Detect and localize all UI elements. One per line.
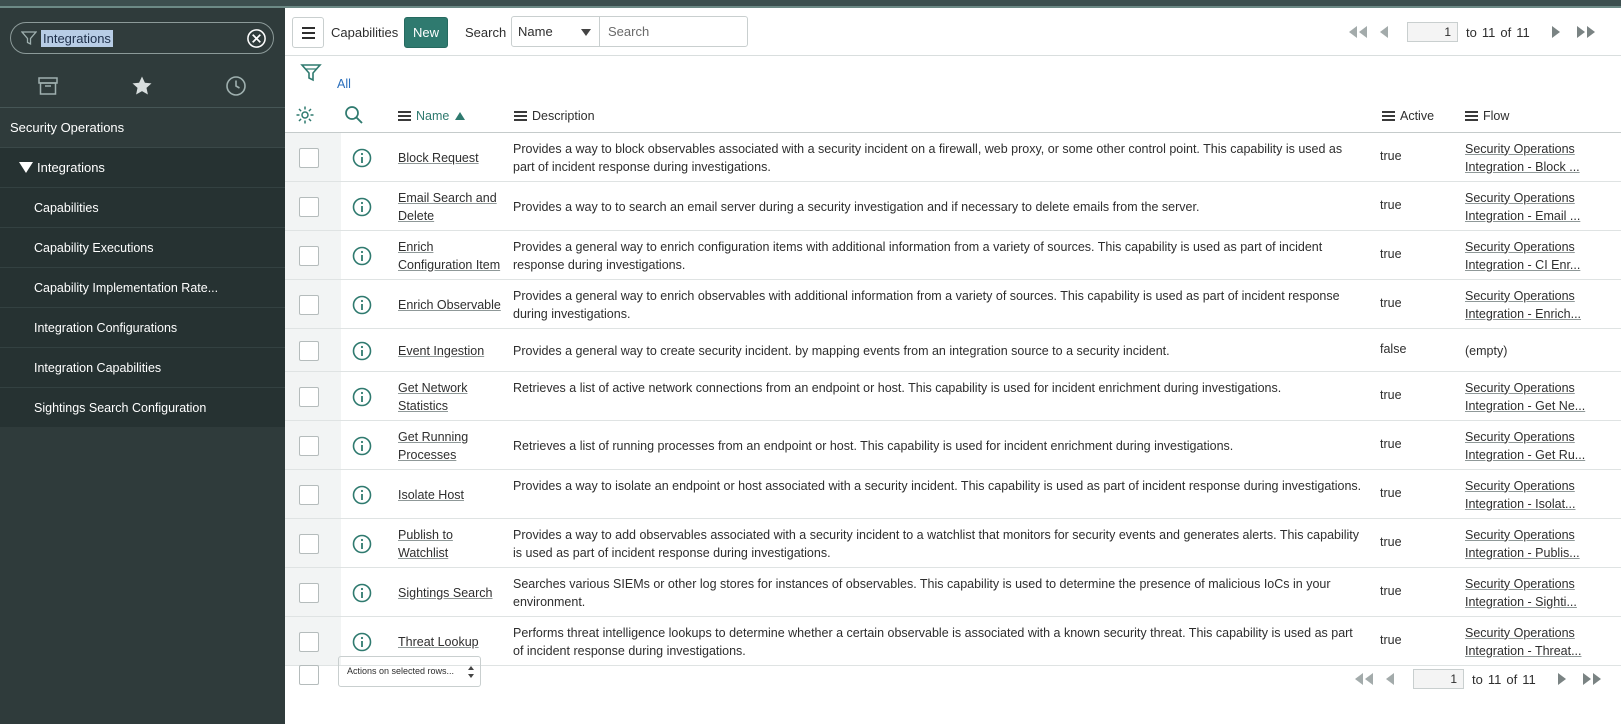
- filter-breadcrumb-row: [285, 57, 1621, 97]
- row-checkbox-cell: [285, 470, 341, 518]
- flow-line-1: (empty): [1465, 343, 1508, 358]
- capabilities-table: [285, 98, 1621, 666]
- capability-name-link[interactable]: Isolate Host: [398, 487, 465, 502]
- row-checkbox-cell: [285, 231, 341, 279]
- nav-item-capability-executions[interactable]: Capability Executions: [0, 227, 285, 267]
- row-checkbox[interactable]: [299, 583, 319, 603]
- column-menu-icon[interactable]: [1382, 111, 1395, 121]
- table-header: [285, 98, 1621, 133]
- info-icon[interactable]: [352, 485, 372, 505]
- table-row[interactable]: [285, 421, 1621, 470]
- column-header-description[interactable]: [514, 109, 595, 123]
- capability-name-link[interactable]: Block Request: [398, 150, 479, 165]
- next-page-icon[interactable]: [1543, 22, 1569, 42]
- column-active-label: Active: [1400, 109, 1435, 123]
- flow-line-1: Security Operations: [1465, 380, 1575, 395]
- flow-line-1: Security Operations: [1465, 576, 1575, 591]
- previous-page-icon[interactable]: [1377, 669, 1403, 689]
- table-row[interactable]: [285, 470, 1621, 519]
- flow-link[interactable]: [1465, 140, 1605, 176]
- capability-description: Retrieves a list of running processes from an endpoint or host. This capability is used for incident enrichment during investigations.: [513, 438, 1234, 453]
- flow-link[interactable]: [1465, 428, 1605, 464]
- capability-description: Provides a way to add observables associated with a security incident to a watchlist that monitors for security events and generates alerts. This capability is used as part of incident response during investigations.: [513, 527, 1360, 560]
- flow-line-1: Security Operations: [1465, 478, 1575, 493]
- active-value: true: [1380, 295, 1402, 310]
- navigator-filter-input[interactable]: [10, 22, 274, 54]
- select-all-checkbox[interactable]: [299, 665, 319, 685]
- first-page-icon[interactable]: [1345, 22, 1371, 42]
- pager-to-label: to: [1472, 671, 1483, 687]
- nav-item-capabilities[interactable]: Capabilities: [0, 187, 285, 227]
- list-footer: [285, 644, 1621, 724]
- dropdown-caret-icon: [581, 29, 591, 36]
- table-row[interactable]: [285, 231, 1621, 280]
- all-apps-icon[interactable]: [36, 74, 60, 98]
- flow-link: [1465, 342, 1605, 360]
- row-checkbox-cell: [285, 280, 341, 328]
- flow-line-1: Security Operations: [1465, 429, 1575, 444]
- column-search-icon[interactable]: [344, 105, 364, 125]
- table-row[interactable]: [285, 519, 1621, 568]
- pager-to-label: to: [1466, 24, 1477, 40]
- module-integrations[interactable]: [0, 147, 285, 187]
- bottom-pager: [1351, 668, 1605, 690]
- info-icon[interactable]: [352, 148, 372, 168]
- navigator-filter-value[interactable]: Integrations: [43, 30, 111, 46]
- flow-line-1: Security Operations: [1465, 527, 1575, 542]
- flow-link[interactable]: [1465, 526, 1605, 562]
- flow-link[interactable]: [1465, 189, 1605, 225]
- row-checkbox[interactable]: [299, 436, 319, 456]
- flow-line-1: Security Operations: [1465, 288, 1575, 303]
- flow-link[interactable]: [1465, 379, 1605, 415]
- next-page-icon[interactable]: [1549, 669, 1575, 689]
- flow-line-2: Integration - CI Enr...: [1465, 257, 1581, 272]
- table-row[interactable]: [285, 280, 1621, 329]
- row-checkbox[interactable]: [299, 295, 319, 315]
- flow-link[interactable]: [1465, 287, 1605, 323]
- navigator-sidebar: [0, 8, 285, 724]
- flow-line-1: Security Operations: [1465, 190, 1575, 205]
- capability-name-link[interactable]: Event Ingestion: [398, 343, 485, 358]
- pager-total: 11: [1522, 671, 1536, 687]
- actions-label: Actions on selected rows...: [347, 666, 455, 676]
- flow-line-2: Integration - Sighti...: [1465, 594, 1577, 609]
- pager-of-label: of: [1500, 24, 1512, 40]
- info-icon[interactable]: [352, 246, 372, 266]
- flow-line-1: Security Operations: [1465, 239, 1575, 254]
- previous-page-icon[interactable]: [1371, 22, 1397, 42]
- active-value: true: [1380, 485, 1402, 500]
- navigator-list: [0, 109, 285, 427]
- table-row[interactable]: [285, 182, 1621, 231]
- info-icon[interactable]: [352, 534, 372, 554]
- active-value: true: [1380, 632, 1402, 647]
- column-header-flow[interactable]: [1465, 109, 1509, 123]
- search-label: Search: [465, 25, 507, 40]
- active-value: true: [1380, 583, 1402, 598]
- capability-description: Provides a way to block observables associated with a security incident on a firewall, web proxy, or some other control point. This capability is used as part of incident response during investigations.: [513, 141, 1343, 174]
- page-number-input[interactable]: [1413, 669, 1464, 689]
- info-icon[interactable]: [352, 583, 372, 603]
- flow-link[interactable]: [1465, 575, 1605, 611]
- row-checkbox[interactable]: [299, 148, 319, 168]
- flow-line-1: Security Operations: [1465, 141, 1575, 156]
- column-flow-label: Flow: [1483, 109, 1510, 123]
- row-checkbox[interactable]: [299, 246, 319, 266]
- table-row[interactable]: [285, 372, 1621, 421]
- row-checkbox-cell: [285, 519, 341, 567]
- table-body: [285, 133, 1621, 666]
- pager-end: 11: [1481, 24, 1496, 40]
- capability-name-link[interactable]: Enrich Observable: [398, 297, 501, 312]
- nav-item-capability-implementation-rate[interactable]: Capability Implementation Rate...: [0, 267, 285, 307]
- row-checkbox[interactable]: [299, 534, 319, 554]
- capability-description: Provides a general way to enrich observables with additional information from a variety of sources. This capability is used as part of incident response during investigations.: [513, 288, 1340, 321]
- capability-name-link[interactable]: Email Search and Delete: [398, 190, 497, 223]
- info-icon[interactable]: [352, 295, 372, 315]
- pager-end: 11: [1487, 671, 1502, 687]
- pager-of-label: of: [1506, 671, 1518, 687]
- column-menu-icon[interactable]: [514, 111, 527, 121]
- pager-total: 11: [1516, 24, 1530, 40]
- row-checkbox-cell: [285, 133, 341, 181]
- updown-caret-icon: [468, 666, 474, 678]
- filter-icon: [21, 30, 37, 46]
- capability-name-link[interactable]: Get Network Statistics: [398, 380, 468, 413]
- row-checkbox[interactable]: [299, 341, 319, 361]
- personalize-gear-icon[interactable]: [295, 105, 315, 125]
- active-value: true: [1380, 148, 1402, 163]
- list-context-menu-button[interactable]: [292, 17, 324, 48]
- column-name-label: Name: [416, 109, 450, 123]
- capability-description: Provides a way to isolate an endpoint or host associated with a security incident. This capability is used as part of incident response during investigations.: [513, 478, 1362, 493]
- capability-description: Searches various SIEMs or other log stores for instances of observables. This capability is used to determine the presence of malicious IoCs in your environment.: [513, 576, 1331, 609]
- capability-name-link[interactable]: Get Running Processes: [398, 429, 469, 462]
- row-checkbox[interactable]: [299, 485, 319, 505]
- capability-description: Performs threat intelligence lookups to determine whether a certain observable is associated with a known security threat. This capability is used as part of incident response during investigations.: [513, 625, 1353, 658]
- active-value: true: [1380, 246, 1402, 261]
- row-checkbox-cell: [285, 329, 341, 371]
- row-checkbox[interactable]: [299, 197, 319, 217]
- table-row[interactable]: [285, 329, 1621, 372]
- flow-line-1: Security Operations: [1465, 625, 1575, 640]
- flow-line-2: Integration - Enrich...: [1465, 306, 1582, 321]
- breadcrumb-all[interactable]: All: [337, 77, 351, 91]
- capability-description: Provides a general way to enrich configuration items with additional information from a variety of sources. This capability is used as part of incident response during investigations.: [513, 239, 1323, 272]
- first-page-icon[interactable]: [1351, 669, 1377, 689]
- flow-line-2: Integration - Threat...: [1465, 643, 1582, 658]
- nav-item-sightings-search-configuration[interactable]: Sightings Search Configuration: [0, 387, 285, 427]
- flow-line-2: Integration - Email ...: [1465, 208, 1581, 223]
- column-header-active[interactable]: [1382, 109, 1434, 123]
- active-value: true: [1380, 534, 1402, 549]
- module-label: Integrations: [37, 160, 105, 175]
- flow-line-2: Integration - Publis...: [1465, 545, 1580, 560]
- collapse-triangle-icon[interactable]: [19, 162, 33, 173]
- page-number-input[interactable]: [1407, 22, 1458, 42]
- list-view: [285, 8, 1621, 724]
- nav-item-integration-capabilities[interactable]: Integration Capabilities: [0, 347, 285, 387]
- info-icon[interactable]: [352, 197, 372, 217]
- table-row[interactable]: [285, 133, 1621, 182]
- column-description-label: Description: [532, 109, 595, 123]
- list-toolbar: [285, 8, 1621, 56]
- column-header-name[interactable]: [398, 109, 465, 123]
- favorites-star-icon[interactable]: [130, 74, 154, 98]
- table-row[interactable]: [285, 568, 1621, 617]
- info-icon[interactable]: [352, 341, 372, 361]
- list-title: Capabilities: [331, 25, 399, 40]
- flow-link[interactable]: [1465, 477, 1605, 513]
- active-value: true: [1380, 387, 1402, 402]
- flow-line-2: Integration - Block ...: [1465, 159, 1580, 174]
- flow-line-2: Integration - Get Ne...: [1465, 398, 1586, 413]
- sort-ascending-icon: [455, 112, 465, 120]
- active-value: true: [1380, 436, 1402, 451]
- capability-name-link[interactable]: Threat Lookup: [398, 634, 479, 649]
- search-field-value: Name: [518, 24, 553, 39]
- capability-description: Provides a general way to create security incident. by mapping events from an integration source to a security incident.: [513, 343, 1170, 358]
- top-banner-strip: [0, 0, 1621, 8]
- new-button[interactable]: New: [404, 17, 448, 48]
- active-value: false: [1380, 341, 1407, 356]
- flow-link[interactable]: [1465, 238, 1605, 274]
- info-icon[interactable]: [352, 436, 372, 456]
- row-checkbox-cell: [285, 568, 341, 616]
- column-menu-icon[interactable]: [398, 111, 411, 121]
- active-value: true: [1380, 197, 1402, 212]
- navigator-tabs: [0, 64, 285, 108]
- history-clock-icon[interactable]: [224, 74, 248, 98]
- search-input[interactable]: [599, 16, 748, 47]
- column-menu-icon[interactable]: [1465, 111, 1478, 121]
- search-field-select[interactable]: [511, 16, 600, 47]
- capability-name-link[interactable]: Publish to Watchlist: [398, 527, 453, 560]
- capability-name-link[interactable]: Enrich Configuration Item: [398, 239, 501, 272]
- capability-description: Retrieves a list of active network connections from an endpoint or host. This capability is used for incident enrichment during investigations.: [513, 380, 1282, 395]
- last-page-icon[interactable]: [1573, 22, 1599, 42]
- row-checkbox[interactable]: [299, 387, 319, 407]
- app-security-operations[interactable]: Security Operations: [0, 109, 285, 147]
- row-checkbox-cell: [285, 421, 341, 469]
- filter-funnel-icon[interactable]: [300, 62, 322, 84]
- clear-filter-icon[interactable]: [246, 28, 267, 49]
- info-icon[interactable]: [352, 387, 372, 407]
- flow-line-2: Integration - Isolat...: [1465, 496, 1576, 511]
- flow-line-2: Integration - Get Ru...: [1465, 447, 1586, 462]
- row-checkbox-cell: [285, 182, 341, 230]
- last-page-icon[interactable]: [1579, 669, 1605, 689]
- row-checkbox-cell: [285, 372, 341, 420]
- capability-description: Provides a way to to search an email server during a security investigation and if necessary to delete emails from the server.: [513, 199, 1200, 214]
- capability-name-link[interactable]: Sightings Search: [398, 585, 493, 600]
- actions-on-selected-rows-select[interactable]: [338, 656, 481, 687]
- nav-item-integration-configurations[interactable]: Integration Configurations: [0, 307, 285, 347]
- top-pager: [1345, 21, 1599, 43]
